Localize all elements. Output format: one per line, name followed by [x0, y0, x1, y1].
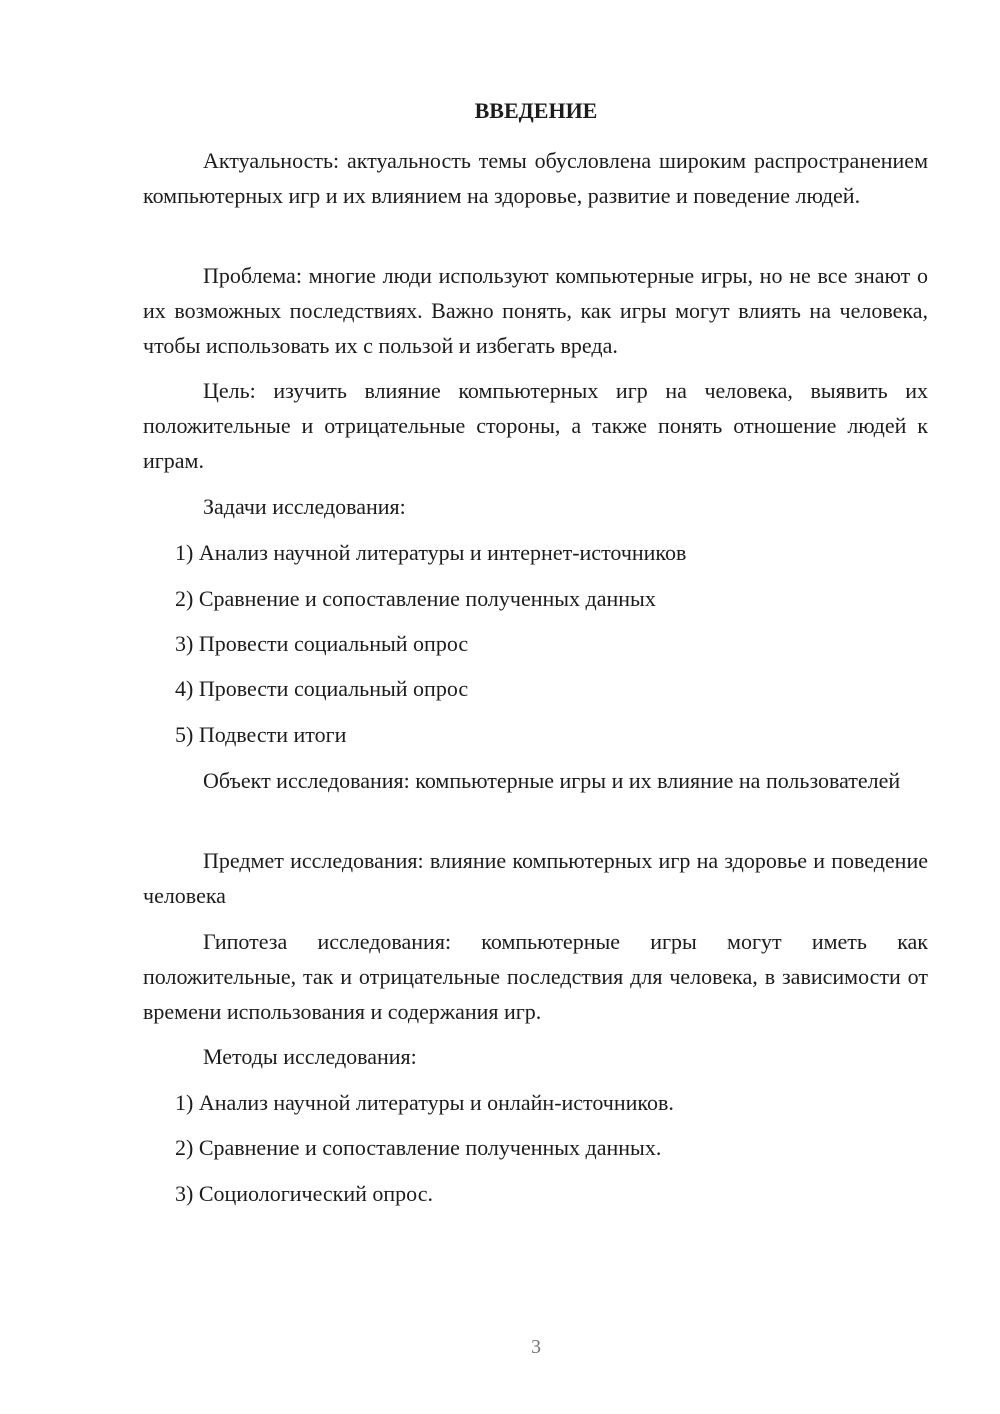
paragraph-object: Объект исследования: компьютерные игры и их влияние на пользователей	[203, 768, 901, 793]
task-item-3: 3) Провести социальный опрос	[175, 631, 469, 656]
task-item-1: 1) Анализ научной литературы и интернет-источников	[175, 540, 687, 565]
section-heading: ВВЕДЕНИЕ	[474, 98, 598, 123]
page-number: 3	[531, 1336, 541, 1358]
task-item-5: 5) Подвести итоги	[175, 722, 347, 747]
methods-title: Методы исследования:	[203, 1044, 417, 1069]
paragraph-problem: Проблема: многие люди используют компьютерные игры, но не все знают о их возможных последствиях. Важно понять, как игры могут влиять на человека, чтобы использовать их с пользой и избегать вреда.	[143, 263, 928, 358]
method-item-1: 1) Анализ научной литературы и онлайн-источников.	[175, 1090, 674, 1115]
method-item-3: 3) Социологический опрос.	[175, 1181, 433, 1206]
paragraph-hypothesis: Гипотеза исследования: компьютерные игры могут иметь как положительные, так и отрицательные последствия для человека, в зависимости от времени использования и содержания игр.	[143, 929, 928, 1024]
paragraph-goal: Цель: изучить влияние компьютерных игр на человека, выявить их положительные и отрицательные стороны, а также понять отношение людей к играм.	[143, 378, 928, 473]
task-item-2: 2) Сравнение и сопоставление полученных данных	[175, 586, 656, 611]
task-item-4: 4) Провести социальный опрос	[175, 676, 469, 701]
paragraph-subject: Предмет исследования: влияние компьютерных игр на здоровье и поведение человека	[143, 848, 928, 908]
paragraph-relevance: Актуальность: актуальность темы обусловлена широким распространением компьютерных игр и их влиянием на здоровье, развитие и поведение людей.	[143, 148, 928, 208]
method-item-2: 2) Сравнение и сопоставление полученных данных.	[175, 1135, 662, 1160]
tasks-title: Задачи исследования:	[203, 494, 406, 519]
